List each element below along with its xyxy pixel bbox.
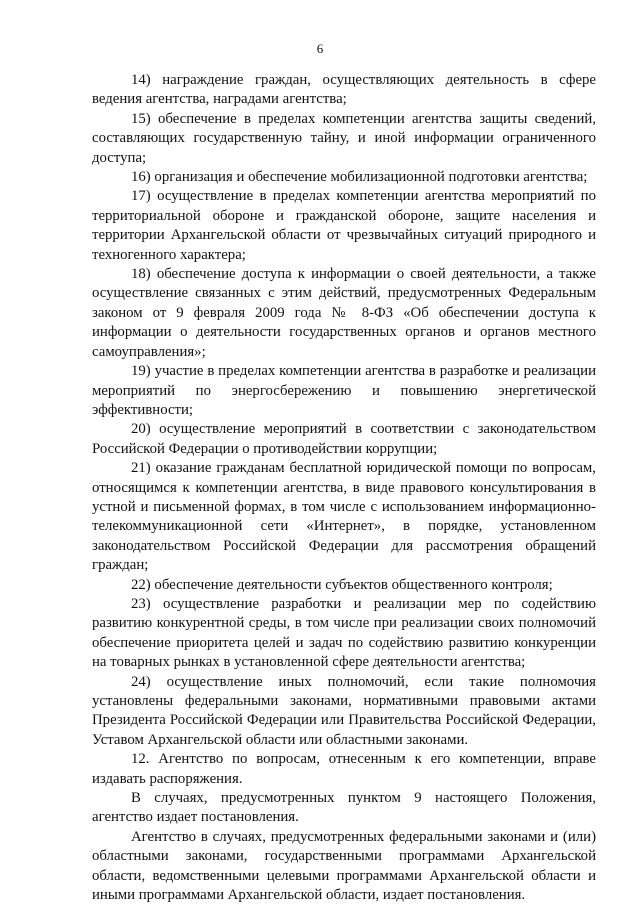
paragraph-item-16: 16) организация и обеспечение мобилизационной подготовки агентства; (131, 169, 588, 186)
paragraph-item-24: 24) осуществление иных полномочий, если такие полномочия установлены федеральными законами, нормативными правовыми актами Президента Российской Федерации или Правительства Российской Федерации, Уставом Архангельской области или областными законами. (92, 673, 596, 748)
paragraph-item-20: 20) осуществление мероприятий в соответствии с законодательством Российской Федерации о противодействии коррупции; (92, 421, 596, 457)
paragraph-resolutions-programs: Агентство в случаях, предусмотренных федеральными законами и (или) областными законами, государственными программами Архангельской области, ведомственными целевыми программами Архангельской области и иными программами Архангельской области, издает постановления. (92, 828, 596, 904)
paragraph-item-21: 21) оказание гражданам бесплатной юридической помощи по вопросам, относящимся к компетенции агентства, в виде правового консультирования в устной и письменной формах, в том числе с использованием информационно-телекоммуникационной сети «Интернет», в порядке, установленном законодательством Российской Федерации для рассмотрения обращений граждан; (92, 460, 596, 574)
paragraph-resolutions-case: В случаях, предусмотренных пунктом 9 настоящего Положения, агентство издает постановления. (92, 790, 596, 826)
paragraph-section-12: 12. Агентство по вопросам, отнесенным к его компетенции, вправе издавать распоряжения. (92, 751, 596, 787)
paragraph-item-17: 17) осуществление в пределах компетенции агентства мероприятий по территориальной обороне и гражданской обороне, защите населения и территории Архангельской области от чрезвычайных ситуаций природного и техногенного характера; (92, 188, 596, 263)
paragraph-item-15: 15) обеспечение в пределах компетенции агентства защиты сведений, составляющих государственную тайну, и иной информации ограниченного доступа; (92, 110, 596, 166)
paragraph-item-23: 23) осуществление разработки и реализации мер по содействию развитию конкурентной среды, в том числе при реализации своих полномочий обеспечение приоритета целей и задач по содействию развитию конкуренции на товарных рынках в установленной сфере деятельности агентства; (92, 595, 596, 671)
paragraph-item-18: 18) обеспечение доступа к информации о своей деятельности, а также осуществление связанных с этим действий, предусмотренных Федеральным законом от 9 февраля 2009 года № 8-ФЗ «Об обеспечении доступа к информации о деятельности государственных органов и органов местного самоуправления»; (92, 266, 596, 360)
paragraph-item-14: 14) награждение граждан, осуществляющих деятельность в сфере ведения агентства, наградами агентства; (92, 72, 596, 108)
page-number: 6 (316, 41, 324, 56)
paragraph-item-19: 19) участие в пределах компетенции агентства в разработке и реализации мероприятий по энергосбережению и повышению энергетической эффективности; (92, 363, 596, 418)
paragraph-item-22: 22) обеспечение деятельности субъектов общественного контроля; (131, 576, 553, 593)
document-body (92, 71, 596, 905)
